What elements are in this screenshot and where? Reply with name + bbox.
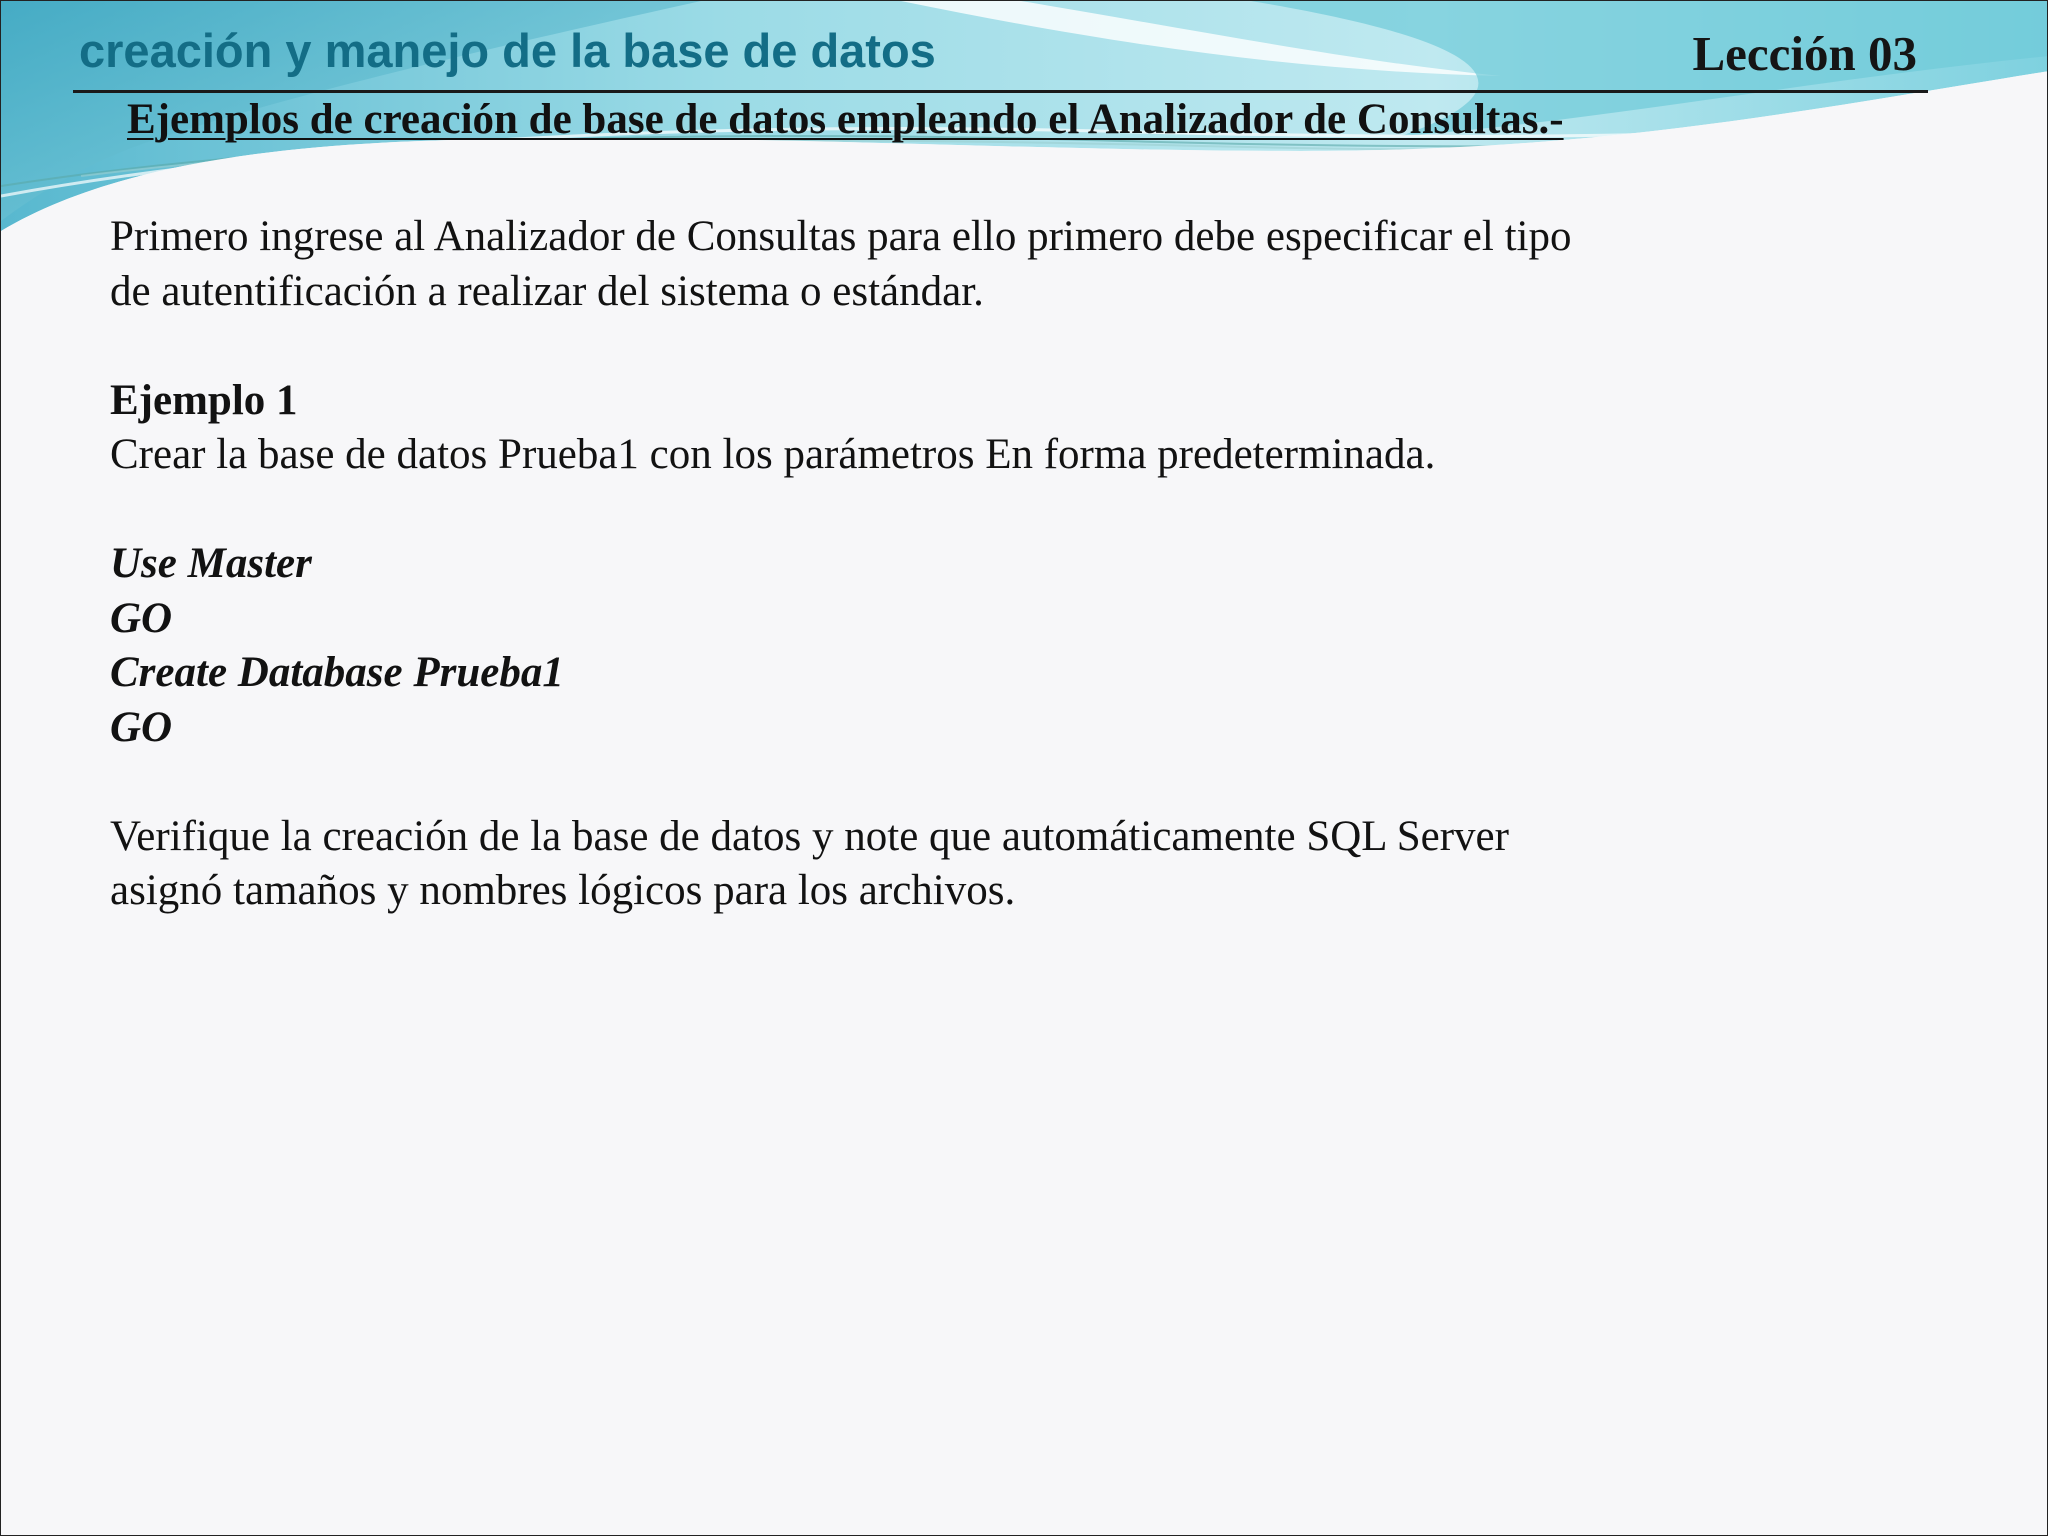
code-line: GO [110,703,173,751]
code-line: Create Database Prueba1 [110,649,564,696]
lesson-label: Lección 03 [1692,26,1917,81]
intro-line-2: de autentificación a realizar del sistema o estándar. [110,267,984,315]
spacer [110,755,1830,810]
example-heading: Ejemplo 1 [110,376,298,424]
code-line: Use Master [110,540,312,587]
code-line: GO [110,594,173,642]
header-title: creación y manejo de la base de datos [79,24,936,77]
intro-line-1: Primero ingrese al Analizador de Consultas para ello primero debe especificar el tipo [110,213,1572,260]
header-divider [73,90,1928,93]
slide-body [110,210,1830,919]
spacer [110,319,1830,374]
slide-subtitle: Ejemplos de creación de base de datos empleando el Analizador de Consultas.- [127,96,1564,143]
example-description: Crear la base de datos Prueba1 con los parámetros En forma predeterminada. [110,431,1436,478]
spacer [110,483,1830,538]
verify-line-2: asignó tamaños y nombres lógicos para los archivos. [110,867,1016,914]
verify-line-1: Verifique la creación de la base de datos y note que automáticamente SQL Server [110,812,1509,860]
